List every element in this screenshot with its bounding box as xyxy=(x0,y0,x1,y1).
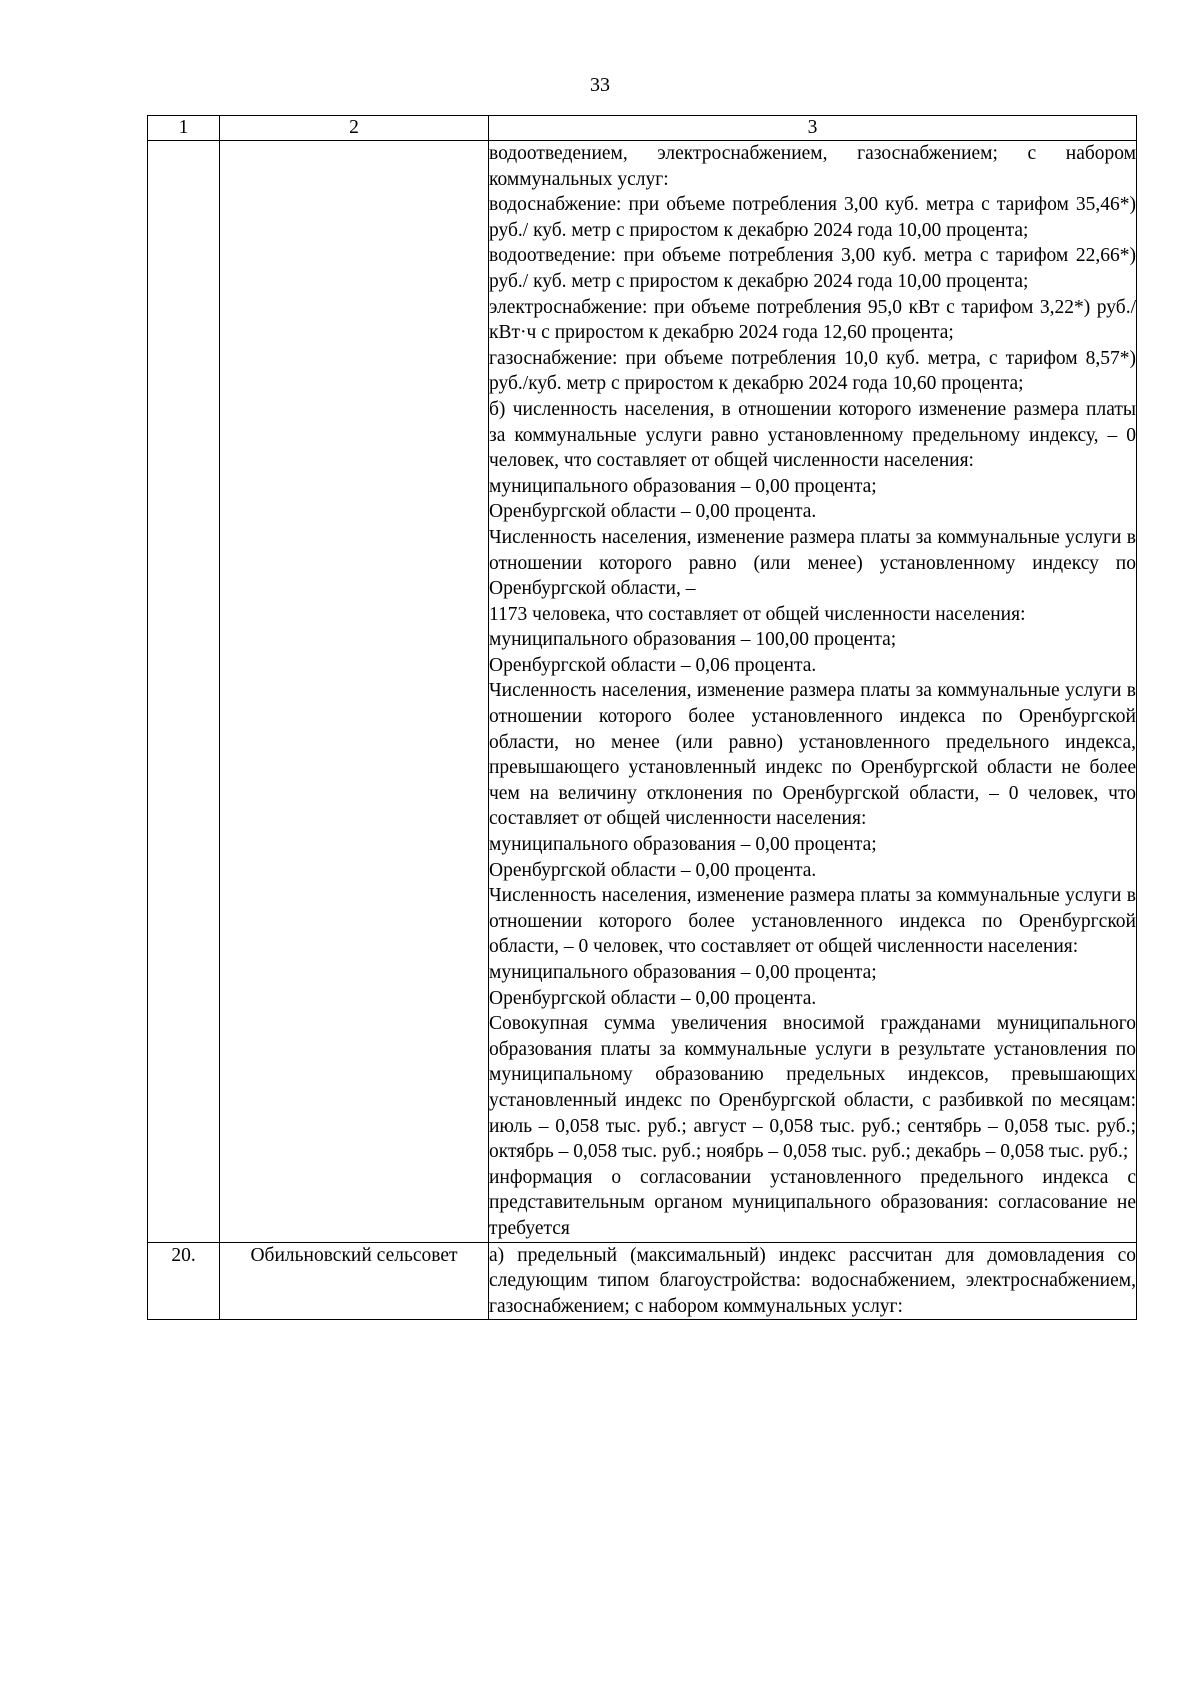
paragraph: муниципального образования – 0,00 процента; xyxy=(489,962,877,983)
table-row-continuation xyxy=(148,141,1137,1243)
paragraph: водоотведением, электроснабжением, газоснабжением; с набором коммунальных услуг: xyxy=(489,143,1136,190)
paragraph: б) численность населения, в отношении которого изменение размера платы за коммунальные услуги равно установленному предельному индексу, – 0 человек, что составляет от общей численности населения: xyxy=(489,398,1136,472)
paragraph: Оренбургской области – 0,00 процента. xyxy=(489,987,817,1009)
paragraph: муниципального образования – 0,00 процента; xyxy=(489,834,877,856)
paragraph: Численность населения, изменение размера платы за коммунальные услуги в отношении которого более установленного индекса по Оренбургской области, но менее (или равно) установленного предельного индекса, превышающего установленный индекс по Оренбургской области не более чем на величину отклонения по Оренбургской области, – 0 человек, что составляет от общей численности населения: xyxy=(489,680,1136,830)
column-header-name: 2 xyxy=(220,116,489,141)
row-name-cell: Обильновский сельсовет xyxy=(220,1242,489,1320)
row-description-cell xyxy=(489,141,1137,1243)
row-number-cell xyxy=(148,141,220,1243)
page-number: 33 xyxy=(590,74,610,96)
paragraph: водоотведение: при объеме потребления 3,00 куб. метра с тарифом 22,66*) руб./ куб. метр с приростом к декабрю 2024 года 10,00 процента; xyxy=(489,245,1136,292)
paragraph: Численность населения, изменение размера платы за коммунальные услуги в отношении которого более установленного индекса по Оренбургской области, – 0 человек, что составляет от общей численности населения: xyxy=(489,885,1136,958)
paragraph: газоснабжение: при объеме потребления 10,0 куб. метра, с тарифом 8,57*) руб./куб. метр с приростом к декабрю 2024 года 10,60 процента; xyxy=(489,347,1136,395)
document-table xyxy=(147,115,1137,1320)
paragraph: Оренбургской области – 0,00 процента. xyxy=(489,501,817,523)
row-name-cell xyxy=(220,141,489,1243)
column-header-description: 3 xyxy=(489,116,1137,141)
paragraph: а) предельный (максимальный) индекс рассчитан для домовладения со следующим типом благоустройства: водоснабжением, электроснабжением, газоснабжением; с набором коммунальных услуг: xyxy=(489,1244,1136,1317)
row-description-cell xyxy=(489,1242,1137,1320)
paragraph: муниципального образования – 100,00 процента; xyxy=(489,629,897,651)
paragraph: информация о согласовании установленного предельного индекса с представительным органом муниципального образования: согласование не требуется xyxy=(489,1166,1136,1239)
table-header-row xyxy=(148,116,1137,141)
paragraph: водоснабжение: при объеме потребления 3,00 куб. метра с тарифом 35,46*) руб./ куб. метр с приростом к декабрю 2024 года 10,00 процента; xyxy=(489,194,1136,241)
column-header-number: 1 xyxy=(148,116,220,141)
paragraph: Совокупная сумма увеличения вносимой гражданами муниципального образования платы за коммунальные услуги в результате установления по муниципальному образованию предельных индексов, превышающих установленный индекс по Оренбургской области, с разбивкой по месяцам: июль – 0,058 тыс. руб.; август – 0,058 тыс. руб.; сентябрь – 0,058 тыс. руб.; октябрь – 0,058 тыс. руб.; ноябрь – 0,058 тыс. руб.; декабрь – 0,058 тыс. руб.; xyxy=(489,1013,1136,1163)
paragraph: Оренбургской области – 0,06 процента. xyxy=(489,654,817,676)
paragraph: муниципального образования – 0,00 процента; xyxy=(489,475,877,497)
paragraph: Численность населения, изменение размера платы за коммунальные услуги в отношении которого равно (или менее) установленному индексу по Оренбургской области, – xyxy=(489,526,1136,600)
paragraph: 1173 человека, что составляет от общей численности населения: xyxy=(489,603,1026,625)
row-number-cell: 20. xyxy=(148,1242,220,1320)
paragraph: электроснабжение: при объеме потребления 95,0 кВт с тарифом 3,22*) руб./кВт·ч с приростом к декабрю 2024 года 12,60 процента; xyxy=(489,296,1136,344)
paragraph: Оренбургской области – 0,00 процента. xyxy=(489,859,817,881)
table-row-20 xyxy=(148,1242,1137,1320)
